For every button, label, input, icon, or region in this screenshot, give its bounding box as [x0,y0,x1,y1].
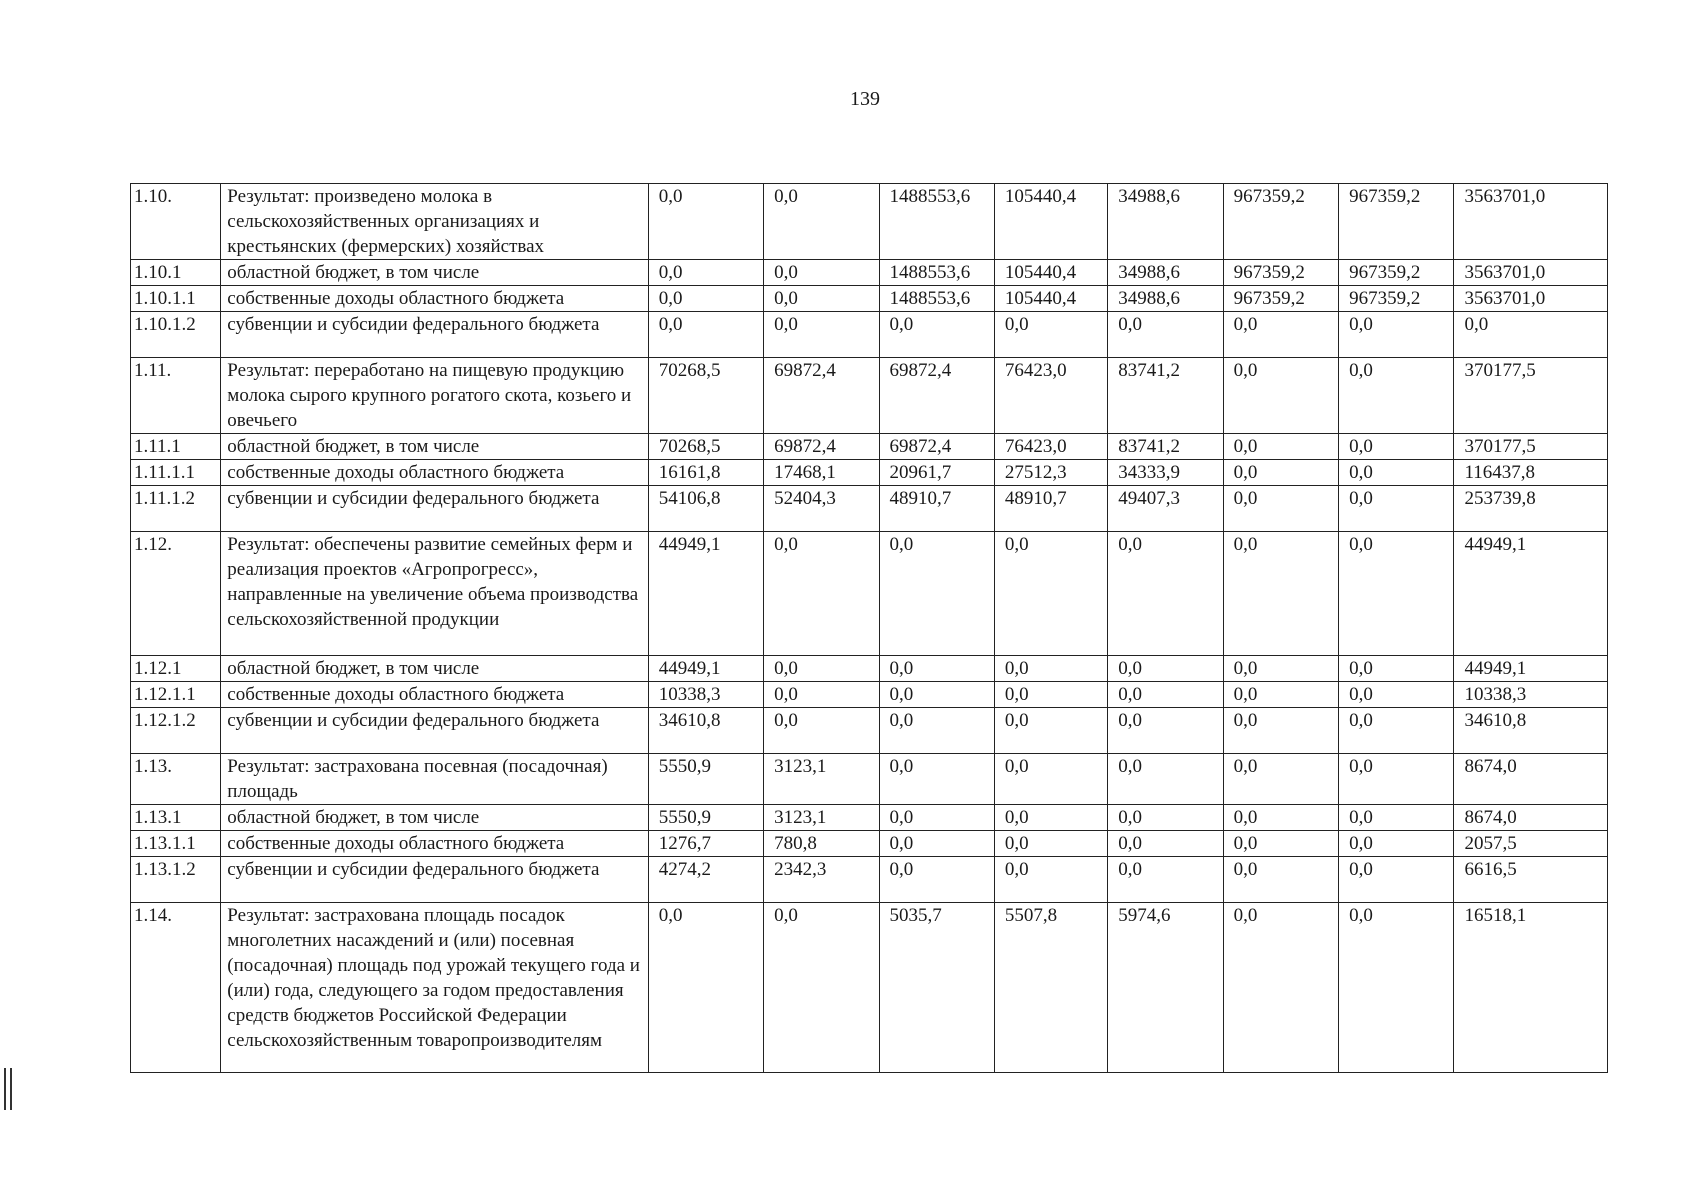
value-cell: 0,0 [1223,358,1338,434]
value-cell: 2057,5 [1454,831,1608,857]
table-row [131,358,1608,434]
value-cell: 3123,1 [764,754,879,805]
value-cell: 34988,6 [1108,260,1223,286]
row-name: областной бюджет, в том числе [221,260,648,286]
table-row [131,184,1608,260]
table-row [131,460,1608,486]
value-cell: 0,0 [764,312,879,358]
value-cell: 967359,2 [1223,260,1338,286]
value-cell: 105440,4 [994,260,1107,286]
value-cell: 0,0 [1223,831,1338,857]
value-cell: 0,0 [994,857,1107,903]
value-cell: 0,0 [1339,434,1454,460]
value-cell: 27512,3 [994,460,1107,486]
table-row [131,286,1608,312]
row-name: субвенции и субсидии федерального бюджета [221,312,648,358]
value-cell: 0,0 [1223,532,1338,656]
value-cell: 0,0 [994,312,1107,358]
row-code: 1.12.1.1 [131,682,221,708]
value-cell: 3123,1 [764,805,879,831]
value-cell: 0,0 [1339,857,1454,903]
value-cell: 1276,7 [648,831,763,857]
row-name: Результат: застрахована площадь посадок многолетних насаждений и (или) посевная (посадочная) площадь под урожай текущего года и (или) года, следующего за годом предоставления средств бюджетов Российской Федерации сельскохозяйственным товаропроизводителям [221,903,648,1073]
value-cell: 54106,8 [648,486,763,532]
value-cell: 83741,2 [1108,434,1223,460]
value-cell: 0,0 [1223,656,1338,682]
row-name: областной бюджет, в том числе [221,656,648,682]
value-cell: 2342,3 [764,857,879,903]
row-name: областной бюджет, в том числе [221,805,648,831]
value-cell: 0,0 [1223,312,1338,358]
value-cell: 0,0 [764,682,879,708]
budget-table [130,183,1608,1073]
value-cell: 8674,0 [1454,805,1608,831]
value-cell: 0,0 [764,532,879,656]
value-cell: 76423,0 [994,434,1107,460]
value-cell: 0,0 [1454,312,1608,358]
value-cell: 0,0 [1339,831,1454,857]
table-row [131,857,1608,903]
value-cell: 0,0 [648,312,763,358]
table-row [131,831,1608,857]
row-code: 1.11.1 [131,434,221,460]
value-cell: 0,0 [994,656,1107,682]
value-cell: 967359,2 [1339,184,1454,260]
value-cell: 0,0 [648,286,763,312]
value-cell: 0,0 [764,260,879,286]
table-row [131,486,1608,532]
scan-artifact [4,1068,6,1110]
table-row [131,682,1608,708]
value-cell: 0,0 [1223,754,1338,805]
value-cell: 0,0 [994,532,1107,656]
value-cell: 0,0 [1339,486,1454,532]
table-row [131,903,1608,1073]
row-name: собственные доходы областного бюджета [221,682,648,708]
budget-table-container [130,183,1608,1073]
value-cell: 76423,0 [994,358,1107,434]
value-cell: 16161,8 [648,460,763,486]
value-cell: 5507,8 [994,903,1107,1073]
row-name: собственные доходы областного бюджета [221,460,648,486]
value-cell: 48910,7 [879,486,994,532]
value-cell: 0,0 [1223,708,1338,754]
value-cell: 83741,2 [1108,358,1223,434]
row-name: собственные доходы областного бюджета [221,286,648,312]
value-cell: 0,0 [1108,532,1223,656]
row-code: 1.14. [131,903,221,1073]
value-cell: 370177,5 [1454,358,1608,434]
value-cell: 10338,3 [648,682,763,708]
value-cell: 69872,4 [879,434,994,460]
value-cell: 967359,2 [1339,260,1454,286]
value-cell: 0,0 [994,708,1107,754]
row-code: 1.12. [131,532,221,656]
value-cell: 70268,5 [648,358,763,434]
row-code: 1.10. [131,184,221,260]
value-cell: 0,0 [1108,656,1223,682]
value-cell: 0,0 [879,682,994,708]
value-cell: 0,0 [994,831,1107,857]
row-name: субвенции и субсидии федерального бюджета [221,857,648,903]
value-cell: 5550,9 [648,805,763,831]
value-cell: 3563701,0 [1454,184,1608,260]
value-cell: 0,0 [879,708,994,754]
row-name: Результат: застрахована посевная (посадочная) площадь [221,754,648,805]
value-cell: 1488553,6 [879,184,994,260]
value-cell: 0,0 [1339,532,1454,656]
row-code: 1.10.1 [131,260,221,286]
value-cell: 0,0 [1339,460,1454,486]
value-cell: 0,0 [1108,682,1223,708]
value-cell: 5974,6 [1108,903,1223,1073]
page-number: 139 [850,88,880,110]
value-cell: 105440,4 [994,184,1107,260]
value-cell: 44949,1 [648,532,763,656]
value-cell: 0,0 [879,754,994,805]
row-code: 1.11.1.1 [131,460,221,486]
value-cell: 0,0 [1108,708,1223,754]
value-cell: 5035,7 [879,903,994,1073]
value-cell: 0,0 [648,260,763,286]
value-cell: 0,0 [1223,486,1338,532]
row-name: субвенции и субсидии федерального бюджета [221,486,648,532]
value-cell: 0,0 [764,656,879,682]
value-cell: 370177,5 [1454,434,1608,460]
row-name: областной бюджет, в том числе [221,434,648,460]
value-cell: 0,0 [764,184,879,260]
value-cell: 0,0 [1339,805,1454,831]
row-name: Результат: переработано на пищевую продукцию молока сырого крупного рогатого скота, козьего и овечьего [221,358,648,434]
value-cell: 0,0 [1108,805,1223,831]
value-cell: 0,0 [648,903,763,1073]
value-cell: 0,0 [1339,754,1454,805]
value-cell: 3563701,0 [1454,286,1608,312]
value-cell: 0,0 [879,831,994,857]
value-cell: 967359,2 [1339,286,1454,312]
budget-table-body [131,184,1608,1073]
row-code: 1.13. [131,754,221,805]
value-cell: 0,0 [1339,708,1454,754]
value-cell: 0,0 [1108,754,1223,805]
value-cell: 253739,8 [1454,486,1608,532]
value-cell: 0,0 [764,286,879,312]
value-cell: 0,0 [1339,312,1454,358]
row-code: 1.12.1 [131,656,221,682]
table-row [131,434,1608,460]
value-cell: 0,0 [1223,434,1338,460]
value-cell: 6616,5 [1454,857,1608,903]
table-row [131,805,1608,831]
value-cell: 0,0 [1223,460,1338,486]
value-cell: 0,0 [1339,682,1454,708]
value-cell: 0,0 [879,312,994,358]
row-code: 1.11.1.2 [131,486,221,532]
value-cell: 1488553,6 [879,286,994,312]
value-cell: 8674,0 [1454,754,1608,805]
value-cell: 17468,1 [764,460,879,486]
value-cell: 0,0 [648,184,763,260]
table-row [131,754,1608,805]
value-cell: 0,0 [879,805,994,831]
value-cell: 44949,1 [1454,532,1608,656]
value-cell: 116437,8 [1454,460,1608,486]
value-cell: 52404,3 [764,486,879,532]
table-row [131,656,1608,682]
value-cell: 44949,1 [1454,656,1608,682]
value-cell: 70268,5 [648,434,763,460]
value-cell: 69872,4 [764,358,879,434]
value-cell: 0,0 [879,532,994,656]
value-cell: 0,0 [1223,903,1338,1073]
value-cell: 20961,7 [879,460,994,486]
value-cell: 0,0 [1339,656,1454,682]
value-cell: 44949,1 [648,656,763,682]
value-cell: 1488553,6 [879,260,994,286]
value-cell: 967359,2 [1223,184,1338,260]
value-cell: 5550,9 [648,754,763,805]
value-cell: 34610,8 [1454,708,1608,754]
value-cell: 34333,9 [1108,460,1223,486]
value-cell: 0,0 [1108,857,1223,903]
value-cell: 4274,2 [648,857,763,903]
value-cell: 48910,7 [994,486,1107,532]
row-code: 1.13.1 [131,805,221,831]
row-code: 1.13.1.2 [131,857,221,903]
value-cell: 34988,6 [1108,184,1223,260]
value-cell: 0,0 [1223,682,1338,708]
value-cell: 0,0 [1339,903,1454,1073]
value-cell: 34988,6 [1108,286,1223,312]
row-code: 1.11. [131,358,221,434]
value-cell: 780,8 [764,831,879,857]
value-cell: 0,0 [879,857,994,903]
value-cell: 34610,8 [648,708,763,754]
table-row [131,260,1608,286]
row-name: Результат: обеспечены развитие семейных ферм и реализация проектов «Агропрогресс», направленные на увеличение объема производства сельскохозяйственной продукции [221,532,648,656]
value-cell: 0,0 [879,656,994,682]
row-name: Результат: произведено молока в сельскохозяйственных организациях и крестьянских (фермерских) хозяйствах [221,184,648,260]
row-code: 1.10.1.2 [131,312,221,358]
value-cell: 967359,2 [1223,286,1338,312]
table-row [131,708,1608,754]
value-cell: 49407,3 [1108,486,1223,532]
row-code: 1.13.1.1 [131,831,221,857]
value-cell: 3563701,0 [1454,260,1608,286]
value-cell: 0,0 [1339,358,1454,434]
value-cell: 69872,4 [764,434,879,460]
row-code: 1.10.1.1 [131,286,221,312]
value-cell: 0,0 [994,754,1107,805]
value-cell: 0,0 [1223,857,1338,903]
value-cell: 105440,4 [994,286,1107,312]
value-cell: 0,0 [764,903,879,1073]
row-name: собственные доходы областного бюджета [221,831,648,857]
value-cell: 10338,3 [1454,682,1608,708]
value-cell: 0,0 [1108,312,1223,358]
value-cell: 0,0 [994,805,1107,831]
value-cell: 16518,1 [1454,903,1608,1073]
value-cell: 69872,4 [879,358,994,434]
scan-artifact [10,1068,12,1110]
value-cell: 0,0 [994,682,1107,708]
table-row [131,312,1608,358]
row-name: субвенции и субсидии федерального бюджета [221,708,648,754]
value-cell: 0,0 [764,708,879,754]
row-code: 1.12.1.2 [131,708,221,754]
value-cell: 0,0 [1108,831,1223,857]
table-row [131,532,1608,656]
value-cell: 0,0 [1223,805,1338,831]
